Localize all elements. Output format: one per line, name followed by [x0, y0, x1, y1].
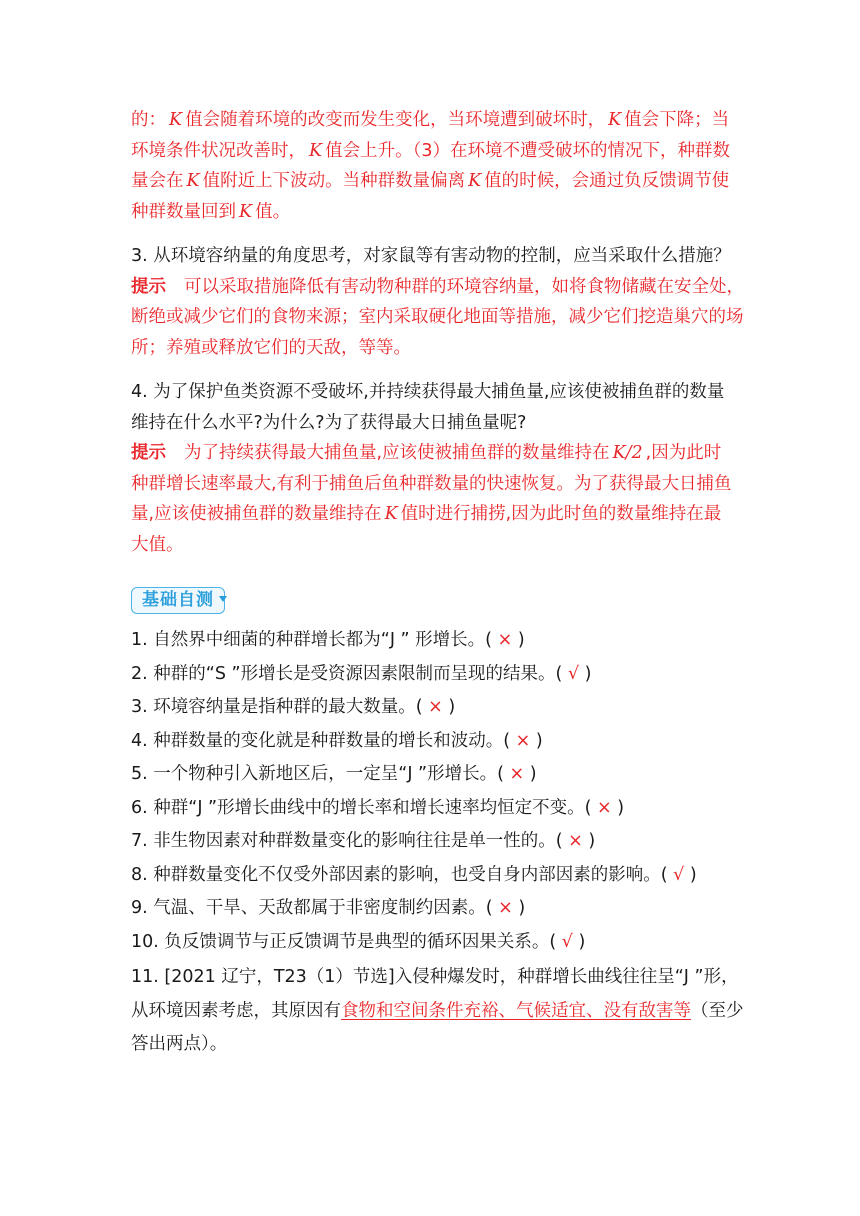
question-11	[131, 961, 744, 1062]
text-line: 量,应该使被捕鱼群的数量维持在 K 值时进行捕捞,因为此时鱼的数量维持在最	[131, 504, 722, 524]
hint-line: 提示 为了持续获得最大捕鱼量,应该使被捕鱼群的数量维持在 K/2 ,因为此时	[131, 443, 722, 463]
answer-mark: ×	[498, 898, 513, 918]
text-line: 的： K 值会随着环境的改变而发生变化，当环境遭到破坏时， K 值会下降；当	[131, 110, 730, 130]
answer-mark: ×	[515, 730, 531, 751]
k-symbol: K	[239, 201, 253, 222]
text-line: 种群数量回到 K 值。	[131, 201, 291, 222]
answer-mark: ×	[497, 630, 513, 650]
self-test-item: 7. 非生物因素对种群数量变化的影响往往是单一性的。( × )	[131, 831, 596, 851]
answer-mark: ×	[568, 831, 583, 851]
answer-mark: ×	[597, 797, 612, 818]
question-3	[131, 241, 744, 363]
question-text: 从环境因素考虑，其原因有食物和空间条件充裕、气候适宜、没有敌害等（至少	[131, 1000, 744, 1021]
section-badge: 基础自测	[131, 587, 225, 614]
self-test-item: 2. 种群的“S ”形增长是受资源因素限制而呈现的结果。( √ )	[131, 663, 592, 684]
self-test-list	[131, 624, 731, 959]
answer-mark: √	[561, 931, 573, 952]
answer-mark: ×	[509, 764, 525, 784]
question-text: 11. [2021 辽宁，T23（1）节选]入侵种爆发时，种群增长曲线往往呈“J ”形，	[131, 967, 739, 987]
self-test-item: 5. 一个物种引入新地区后，一定呈“J ”形增长。( × )	[131, 764, 537, 784]
text-line: 环境条件状况改善时， K 值会上升。（3）在环境不遭受破坏的情况下，种群数	[131, 140, 730, 161]
text-line: 断绝或减少它们的食物来源；室内采取硬化地面等措施，减少它们挖造巢穴的场	[131, 307, 744, 327]
text-line: 所；养殖或释放它们的天敌，等等。	[131, 337, 411, 358]
answer-mark: ×	[428, 697, 443, 717]
k-symbol: K	[169, 110, 183, 130]
self-test-item: 3. 环境容纳量是指种群的最大数量。( × )	[131, 697, 456, 717]
k-symbol: K	[608, 110, 622, 130]
question-4	[131, 377, 731, 560]
k-half-symbol: K/2	[612, 443, 643, 463]
k-symbol: K	[384, 504, 398, 524]
k-symbol: K	[309, 140, 323, 161]
self-test-item: 10. 负反馈调节与正反馈调节是典型的循环因果关系。( √ )	[131, 931, 586, 952]
k-symbol: K	[468, 171, 482, 191]
question-text: 3. 从环境容纳量的角度思考，对家鼠等有害动物的控制，应当采取什么措施？	[131, 246, 731, 266]
question-text: 答出两点）。	[131, 1034, 228, 1054]
text-line: 量会在 K 值附近上下波动。当种群数量偏离 K 值的时候，会通过负反馈调节使	[131, 171, 730, 191]
hint-label: 提示	[131, 443, 166, 463]
text-line: 大值。	[131, 534, 184, 555]
answer-mark: √	[673, 864, 685, 885]
self-test-item: 1. 自然界中细菌的种群增长都为“J ” 形增长。( × )	[131, 630, 525, 650]
badge-arrow-icon	[219, 596, 227, 602]
self-test-item: 9. 气温、干旱、天敌都属于非密度制约因素。( × )	[131, 898, 526, 918]
answer-block-k-value	[131, 105, 731, 227]
hint-label: 提示	[131, 276, 166, 297]
self-test-item: 6. 种群“J ”形增长曲线中的增长率和增长速率均恒定不变。( × )	[131, 797, 625, 818]
question-text: 维持在什么水平?为什么?为了获得最大日捕鱼量呢?	[131, 412, 527, 433]
answer-mark: √	[567, 663, 580, 684]
hint-line: 提示 可以采取措施降低有害动物种群的环境容纳量，如将食物储藏在安全处，	[131, 276, 744, 297]
text-line: 种群增长速率最大,有利于捕鱼后鱼种群数量的快速恢复。为了获得最大日捕鱼	[131, 473, 732, 494]
fill-in-answer: 食物和空间条件充裕、气候适宜、没有敌害等	[341, 1000, 691, 1021]
k-symbol: K	[186, 171, 200, 191]
self-test-item: 8. 种群数量变化不仅受外部因素的影响，也受自身内部因素的影响。( √ )	[131, 864, 697, 885]
self-test-item: 4. 种群数量的变化就是种群数量的增长和波动。( × )	[131, 730, 543, 751]
question-text: 4. 为了保护鱼类资源不受破坏,并持续获得最大捕鱼量,应该使被捕鱼群的数量	[131, 382, 725, 402]
